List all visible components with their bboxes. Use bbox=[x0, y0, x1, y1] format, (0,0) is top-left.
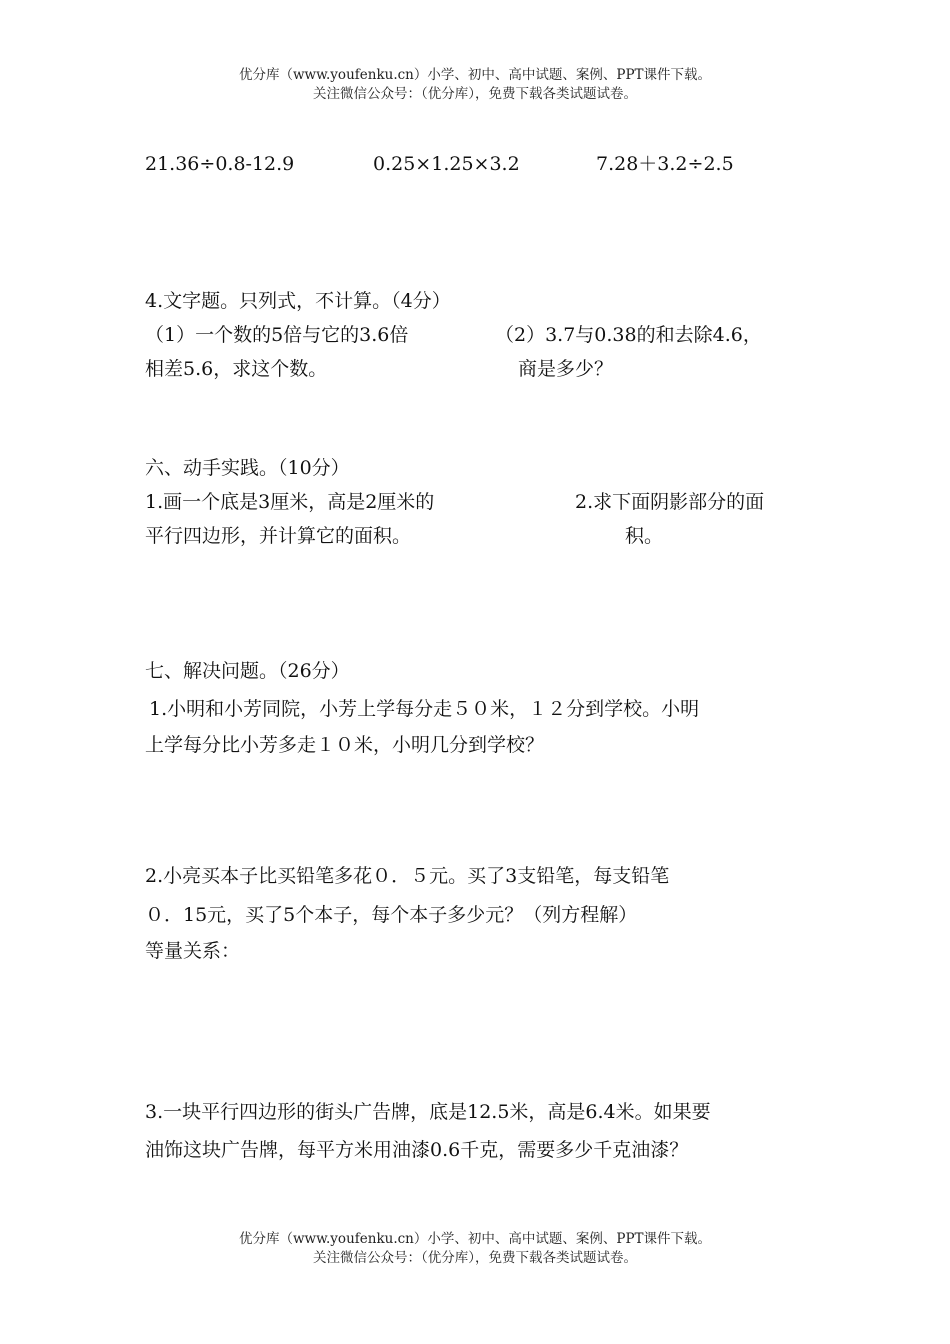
q4-title: 4.文字题。只列式，不计算。（4分） bbox=[145, 290, 451, 312]
header-line-1: 优分库（www.youfenku.cn）小学、初中、高中试题、案例、PPT课件下载。 bbox=[238, 67, 712, 83]
sec6-q1-line2: 平行四边形，并计算它的面积。 bbox=[145, 525, 412, 547]
calc-expression-3: 7.28＋3.2÷2.5 bbox=[596, 153, 734, 175]
sec7-q2-line1: 2.小亮买本子比买铅笔多花０．５元。买了3支铅笔，每支铅笔 bbox=[145, 865, 670, 887]
sec7-q2-line3: 等量关系： bbox=[145, 940, 241, 962]
sec7-q1-line1: 1.小明和小芳同院，小芳上学每分走５０米，１２分到学校。小明 bbox=[149, 698, 700, 720]
sec6-q2-line2: 积。 bbox=[625, 525, 664, 547]
sec6-q1-line1: 1.画一个底是3厘米，高是2厘米的 bbox=[145, 491, 435, 513]
sec7-title: 七、解决问题。（26分） bbox=[145, 660, 350, 682]
sec7-q2-line2: ０．15元，买了5个本子，每个本子多少元？（列方程解） bbox=[145, 904, 638, 926]
sec6-q2-line1: 2.求下面阴影部分的面 bbox=[575, 491, 765, 513]
sec7-q1-line2: 上学每分比小芳多走１０米，小明几分到学校？ bbox=[145, 734, 545, 756]
sec6-title: 六、动手实践。（10分） bbox=[145, 457, 350, 479]
q4-part2-line1: （2）3.7与0.38的和去除4.6， bbox=[495, 324, 762, 346]
q4-part1-line2: 相差5.6，求这个数。 bbox=[145, 358, 328, 380]
q4-part2-line2: 商是多少？ bbox=[518, 358, 614, 380]
q4-part1-line1: （1）一个数的5倍与它的3.6倍 bbox=[145, 324, 409, 346]
calc-expression-1: 21.36÷0.8-12.9 bbox=[145, 153, 295, 175]
header-line-2: 关注微信公众号：（优分库），免费下载各类试题试卷。 bbox=[313, 86, 637, 102]
sec7-q3-line1: 3.一块平行四边形的街头广告牌，底是12.5米，高是6.4米。如果要 bbox=[145, 1101, 711, 1123]
sec7-q3-line2: 油饰这块广告牌，每平方米用油漆0.6千克，需要多少千克油漆？ bbox=[145, 1139, 689, 1161]
footer-line-1: 优分库（www.youfenku.cn）小学、初中、高中试题、案例、PPT课件下载。 bbox=[238, 1231, 712, 1247]
calc-expression-2: 0.25×1.25×3.2 bbox=[373, 153, 520, 175]
footer-line-2: 关注微信公众号：（优分库），免费下载各类试题试卷。 bbox=[313, 1250, 637, 1266]
